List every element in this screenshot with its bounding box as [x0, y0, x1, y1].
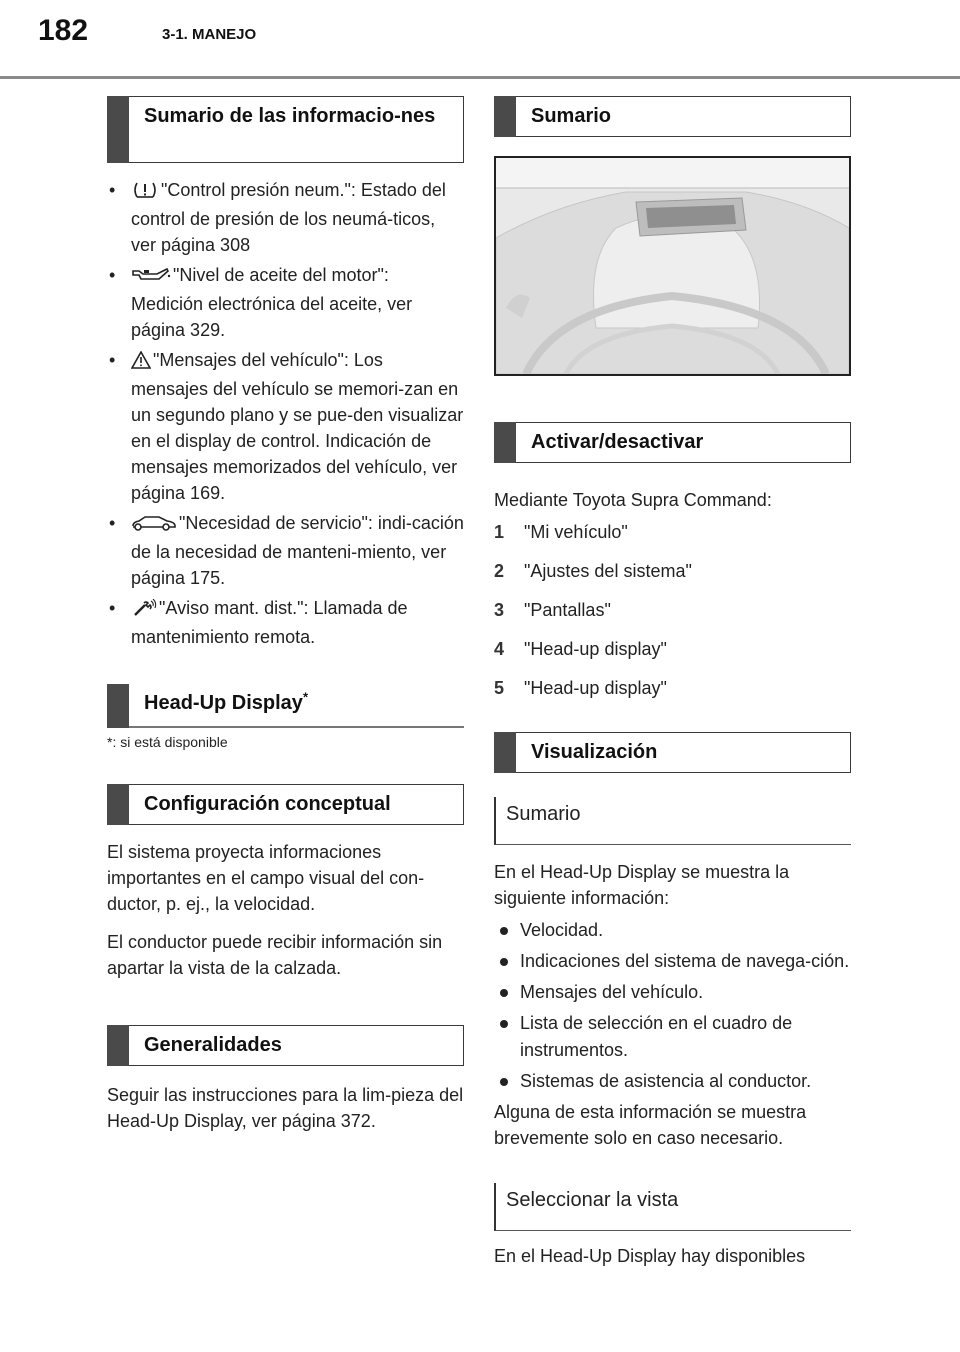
page-header — [0, 0, 960, 78]
list-item: • "Aviso mant. dist.": Llamada de mantenimiento remota. — [109, 598, 408, 647]
remote-wrench-icon — [131, 598, 157, 624]
heading-concept — [107, 784, 464, 825]
head-up-display-illustration — [494, 156, 851, 376]
heading-concept-text: Configuración conceptual — [144, 793, 391, 815]
heading-general — [107, 1025, 464, 1066]
footnote-marker: * — [302, 689, 308, 705]
list-item: • "Nivel de aceite del motor": Medición electrónica del aceite, ver página 329. — [109, 265, 413, 340]
heading-summary — [494, 96, 851, 137]
footnote: *: si está disponible — [107, 734, 228, 750]
step-item: 4 "Head-up display" — [494, 639, 667, 659]
tire-pressure-icon — [131, 180, 159, 206]
toggle-intro: Mediante Toyota Supra Command: — [494, 490, 772, 510]
left-column — [107, 96, 464, 1134]
heading-head-up-display — [107, 684, 464, 728]
heading-toggle — [494, 422, 851, 463]
header-rule — [0, 76, 960, 79]
heading-display-text: Visualización — [531, 741, 658, 763]
heading-summary-info-text: Sumario de las informacio-nes — [144, 105, 436, 127]
list-item: • "Necesidad de servicio": indi-cación de la necesidad de manteni-miento, ver página 175. — [109, 513, 464, 588]
list-item: • "Mensajes del vehículo": Los mensajes del vehículo se memori-zan en un segundo plano y se pue-den visualizar en el display de control. Indicación de mensajes memorizados del vehículo, ver página 169. — [109, 350, 464, 503]
toggle-steps — [494, 519, 851, 701]
hud-dashboard-drawing — [496, 158, 849, 374]
list-item: Indicaciones del sistema de navega-ción. — [494, 948, 851, 975]
display-info-list — [494, 917, 851, 1095]
subheading-select-view: Seleccionar la vista — [494, 1183, 851, 1231]
step-item: 3 "Pantallas" — [494, 600, 611, 620]
heading-display — [494, 732, 851, 773]
general-paragraph: Seguir las instrucciones para la lim-pieza del Head-Up Display, ver página 372. — [107, 1085, 464, 1131]
concept-paragraph-1: El sistema proyecta informaciones importantes en el campo visual del con-ductor, p. ej., la velocidad. — [107, 842, 425, 914]
warning-triangle-icon — [131, 350, 151, 376]
heading-summary-info — [107, 96, 464, 163]
oil-can-icon — [131, 265, 171, 291]
heading-toggle-text: Activar/desactivar — [531, 431, 704, 453]
right-column — [494, 96, 851, 1269]
subheading-summary: Sumario — [494, 797, 851, 845]
section-title: 3-1. MANEJO — [162, 26, 257, 43]
heading-head-up-display-text: Head-Up Display — [144, 692, 303, 714]
step-item: 1 "Mi vehículo" — [494, 522, 628, 542]
select-paragraph: En el Head-Up Display hay disponibles — [494, 1246, 806, 1266]
list-item: Sistemas de asistencia al conductor. — [494, 1068, 851, 1095]
concept-paragraph-2: El conductor puede recibir información sin apartar la vista de la calzada. — [107, 932, 443, 978]
step-item: 5 "Head-up display" — [494, 678, 667, 698]
display-intro: En el Head-Up Display se muestra la siguiente información: — [494, 862, 790, 908]
step-item: 2 "Ajustes del sistema" — [494, 561, 692, 581]
list-item: Lista de selección en el cuadro de instrumentos. — [494, 1010, 851, 1064]
heading-general-text: Generalidades — [144, 1034, 282, 1056]
list-item: • "Control presión neum.": Estado del control de presión de los neumá-ticos, ver página 308 — [109, 180, 446, 255]
car-service-icon — [131, 513, 177, 539]
list-item: Mensajes del vehículo. — [494, 979, 851, 1006]
display-note: Alguna de esta información se muestra brevemente solo en caso necesario. — [494, 1102, 807, 1148]
heading-summary-text: Sumario — [531, 105, 612, 127]
list-item: Velocidad. — [494, 917, 851, 944]
page-number: 182 — [38, 14, 89, 47]
info-bullet-list — [107, 177, 464, 650]
